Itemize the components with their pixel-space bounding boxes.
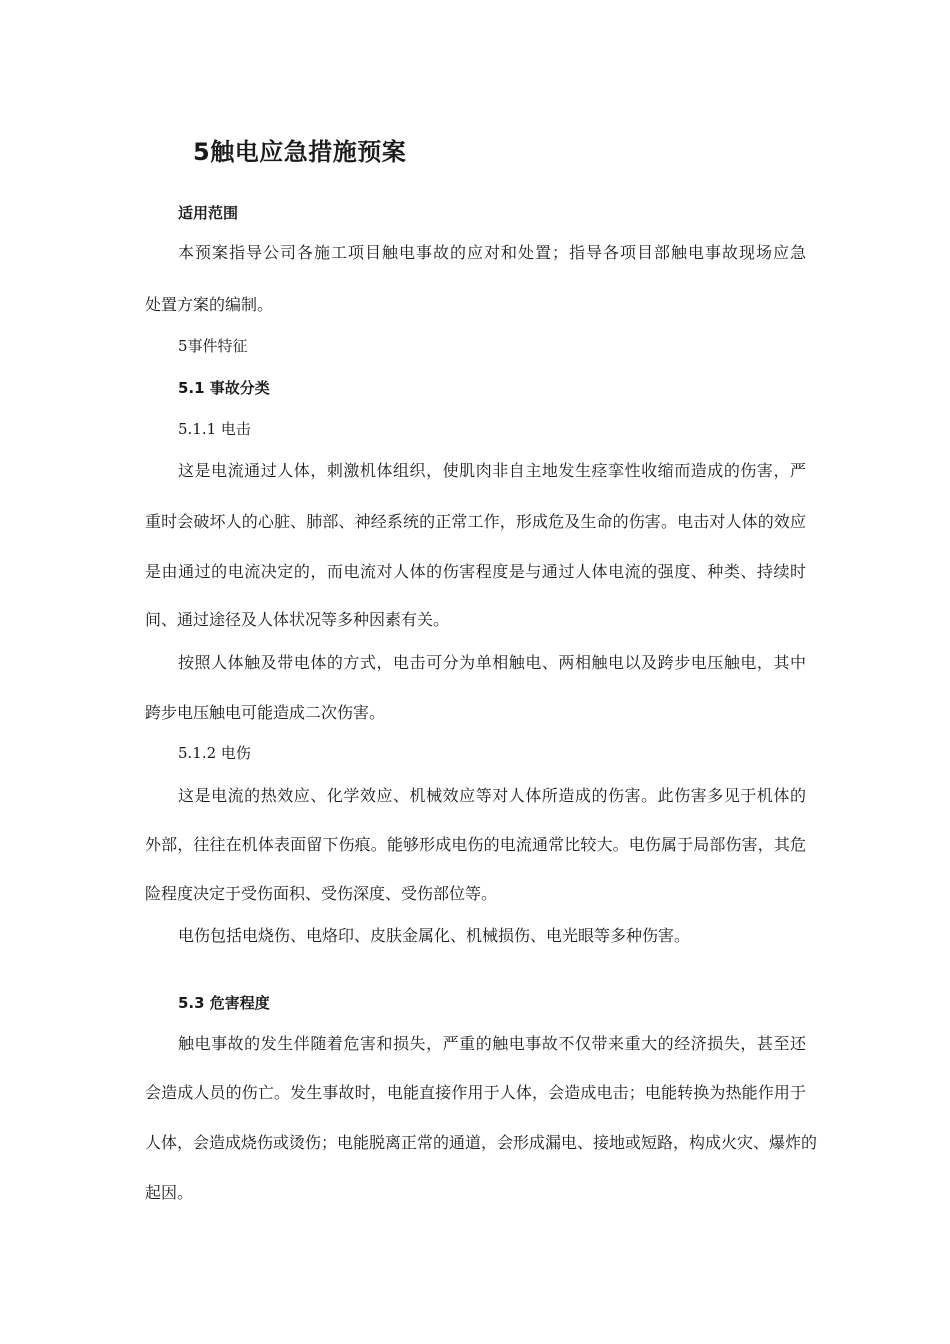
section-heading-5-1-1: 5.1.1 电击 [178, 420, 251, 438]
paragraph-line: 人体，会造成烧伤或烫伤；电能脱离正常的通道，会形成漏电、接地或短路，构成火灾、爆炸的 [145, 1133, 818, 1152]
paragraph-line: 电伤包括电烧伤、电烙印、皮肤金属化、机械损伤、电光眼等多种伤害。 [178, 926, 691, 945]
paragraph-line: 会造成人员的伤亡。发生事故时，电能直接作用于人体，会造成电击；电能转换为热能作用于 [145, 1083, 806, 1102]
paragraph-line: 这是电流的热效应、化学效应、机械效应等对人体所造成的伤害。此伤害多见于机体的 [178, 786, 806, 805]
document-title: 5触电应急措施预案 [193, 138, 407, 166]
paragraph-line: 起因。 [145, 1183, 194, 1202]
paragraph-line: 本预案指导公司各施工项目触电事故的应对和处置；指导各项目部触电事故现场应急 [178, 243, 806, 262]
section-heading-5-1: 5.1 事故分类 [178, 379, 270, 397]
section-heading-event: 5事件特征 [178, 337, 248, 355]
paragraph-line: 按照人体触及带电体的方式，电击可分为单相触电、两相触电以及跨步电压触电，其中 [178, 653, 806, 672]
section-heading-scope: 适用范围 [178, 204, 239, 222]
paragraph-line: 跨步电压触电可能造成二次伤害。 [145, 703, 386, 722]
paragraph-line: 处置方案的编制。 [145, 295, 274, 314]
paragraph-line: 触电事故的发生伴随着危害和损失，严重的触电事故不仅带来重大的经济损失，甚至还 [178, 1034, 806, 1053]
paragraph-line: 重时会破坏人的心脏、肺部、神经系统的正常工作，形成危及生命的伤害。电击对人体的效应 [145, 512, 806, 531]
paragraph-line: 间、通过途径及人体状况等多种因素有关。 [145, 610, 450, 629]
paragraph-line: 是由通过的电流决定的，而电流对人体的伤害程度是与通过人体电流的强度、种类、持续时 [145, 562, 806, 581]
paragraph-line: 这是电流通过人体，刺激机体组织，使肌肉非自主地发生痉挛性收缩而造成的伤害，严 [178, 461, 806, 480]
section-heading-5-3: 5.3 危害程度 [178, 994, 270, 1012]
paragraph-line: 险程度决定于受伤面积、受伤深度、受伤部位等。 [145, 884, 498, 903]
section-heading-5-1-2: 5.1.2 电伤 [178, 744, 251, 762]
paragraph-line: 外部，往往在机体表面留下伤痕。能够形成电伤的电流通常比较大。电伤属于局部伤害，其危 [145, 835, 806, 854]
